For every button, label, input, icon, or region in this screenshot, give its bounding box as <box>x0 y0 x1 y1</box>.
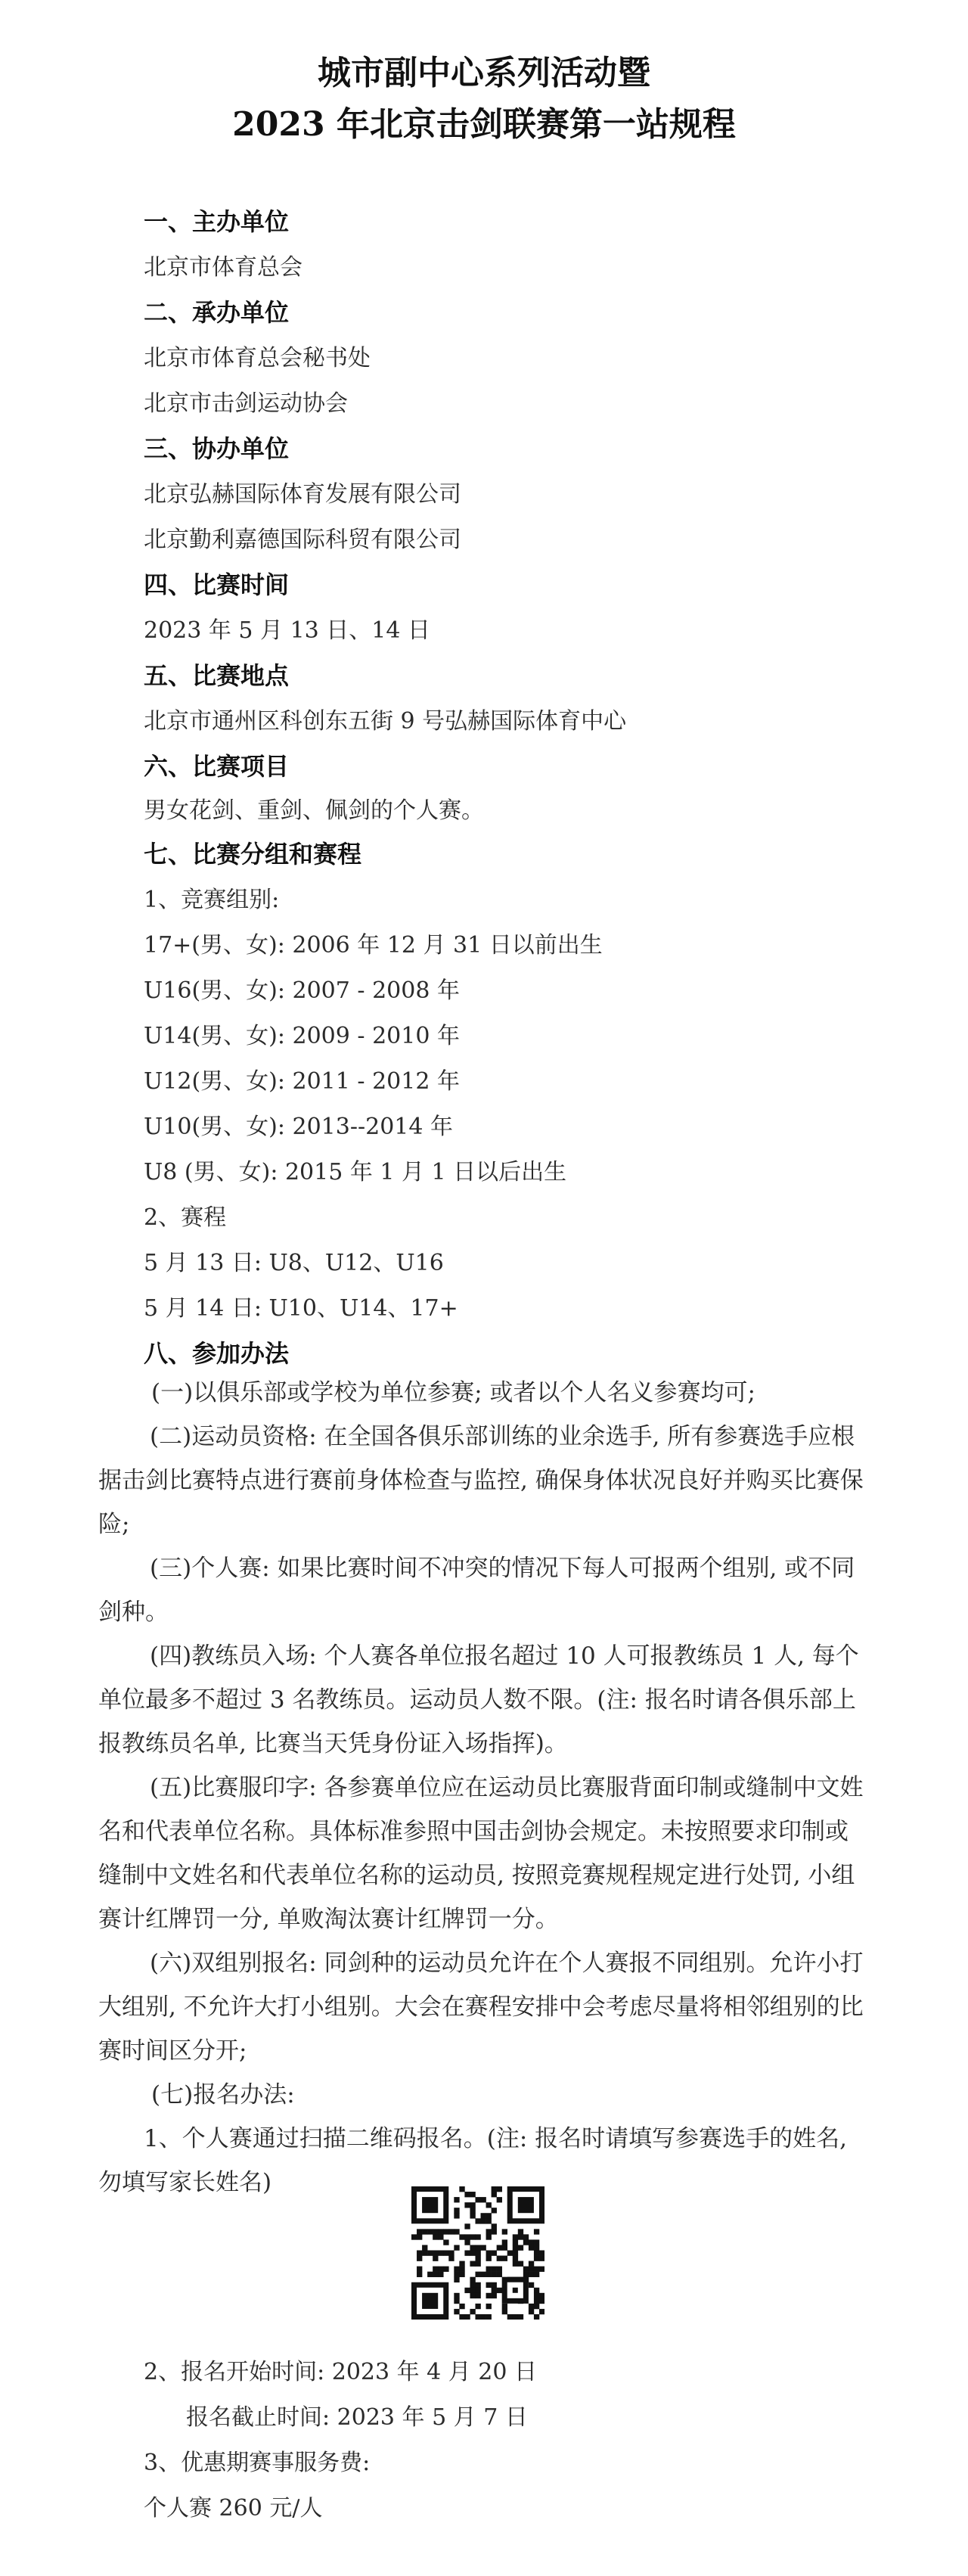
registration-deadline: 报名截止时间: 2023 年 5 月 7 日 <box>186 2404 528 2431</box>
host-line-1: 北京市体育总会秘书处 <box>144 345 371 371</box>
time-line: 2023 年 5 月 13 日、14 日 <box>144 617 430 644</box>
co-organizer-line-1: 北京弘赫国际体育发展有限公司 <box>144 481 461 508</box>
registration-method-1: 1、个人赛通过扫描二维码报名。(注: 报名时请填写参赛选手的姓名, 勿填写家长姓名) <box>98 2125 847 2196</box>
participation-para-6: (六)双组别报名: 同剑种的运动员允许在个人赛报不同组别。允许小打大组别, 不允许大打小组别。大会在赛程安排中会考虑尽量将相邻组别的比赛时间区分开; <box>98 1950 864 2065</box>
schedule-heading: 2、赛程 <box>144 1204 227 1231</box>
qr-code-icon[interactable] <box>411 2186 544 2320</box>
co-organizer-line-2: 北京勤利嘉德国际科贸有限公司 <box>144 527 461 553</box>
participation-para-3: (三)个人赛: 如果比赛时间不冲突的情况下每人可报两个组别, 或不同剑种。 <box>98 1555 855 1626</box>
groups-line: 17+(男、女): 2006 年 12 月 31 日以前出生 <box>144 932 603 959</box>
document-title-line1: 城市副中心系列活动暨 <box>318 54 650 92</box>
document-title-line2: 2023 年北京击剑联赛第一站规程 <box>232 105 736 144</box>
host-line-2: 北京市击剑运动协会 <box>144 390 348 417</box>
groups-line: 1、竞赛组别: <box>144 887 280 913</box>
groups-line: U8 (男、女): 2015 年 1 月 1 日以后出生 <box>144 1159 567 1185</box>
groups-line: U12(男、女): 2011 - 2012 年 <box>144 1068 460 1095</box>
section-heading-venue: 五、比赛地点 <box>144 661 290 690</box>
section-heading-co-organizer: 三、协办单位 <box>144 434 290 463</box>
registration-start: 2、报名开始时间: 2023 年 4 月 20 日 <box>144 2359 538 2385</box>
section-heading-participation: 八、参加办法 <box>144 1339 290 1368</box>
participation-para-7: (七)报名办法: <box>151 2081 295 2108</box>
participation-para-2: (二)运动员资格: 在全国各俱乐部训练的业余选手, 所有参赛选手应根据击剑比赛特点进行赛前身体检查与监控, 确保身体状况良好并购买比赛保险; <box>98 1423 864 1538</box>
fee-line: 个人赛 260 元/人 <box>144 2495 323 2522</box>
section-heading-organizer: 一、主办单位 <box>144 207 290 236</box>
venue-line: 北京市通州区科创东五街 9 号弘赫国际体育中心 <box>144 708 627 735</box>
groups-line: U10(男、女): 2013--2014 年 <box>144 1114 454 1140</box>
participation-para-1: (一)以俱乐部或学校为单位参赛; 或者以个人名义参赛均可; <box>151 1379 755 1406</box>
fee-heading: 3、优惠期赛事服务费: <box>144 2450 371 2476</box>
schedule-line: 5 月 13 日: U8、U12、U16 <box>144 1250 444 1276</box>
schedule-line: 5 月 14 日: U10、U14、17+ <box>144 1295 458 1322</box>
section-heading-host: 二、承办单位 <box>144 298 290 327</box>
section-heading-groups: 七、比赛分组和赛程 <box>144 840 362 869</box>
events-line: 男女花剑、重剑、佩剑的个人赛。 <box>144 797 484 824</box>
groups-line: U16(男、女): 2007 - 2008 年 <box>144 977 460 1004</box>
section-heading-time: 四、比赛时间 <box>144 570 290 599</box>
groups-line: U14(男、女): 2009 - 2010 年 <box>144 1023 460 1049</box>
participation-para-4: (四)教练员入场: 个人赛各单位报名超过 10 人可报教练员 1 人, 每个单位最多不超过 3 名教练员。运动员人数不限。(注: 报名时请各俱乐部上报教练员名单, 比赛当天凭身份证入场指挥)。 <box>98 1642 859 1757</box>
participation-para-5: (五)比赛服印字: 各参赛单位应在运动员比赛服背面印制或缝制中文姓名和代表单位名称。具体标准参照中国击剑协会规定。未按照要求印制或缝制中文姓名和代表单位名称的运动员, 按照竞赛规程规定进行处罚, 小组赛计红牌罚一分, 单败淘汰赛计红牌罚一分。 <box>98 1774 864 1933</box>
section-heading-events: 六、比赛项目 <box>144 752 290 781</box>
organizer-line: 北京市体育总会 <box>144 254 302 281</box>
